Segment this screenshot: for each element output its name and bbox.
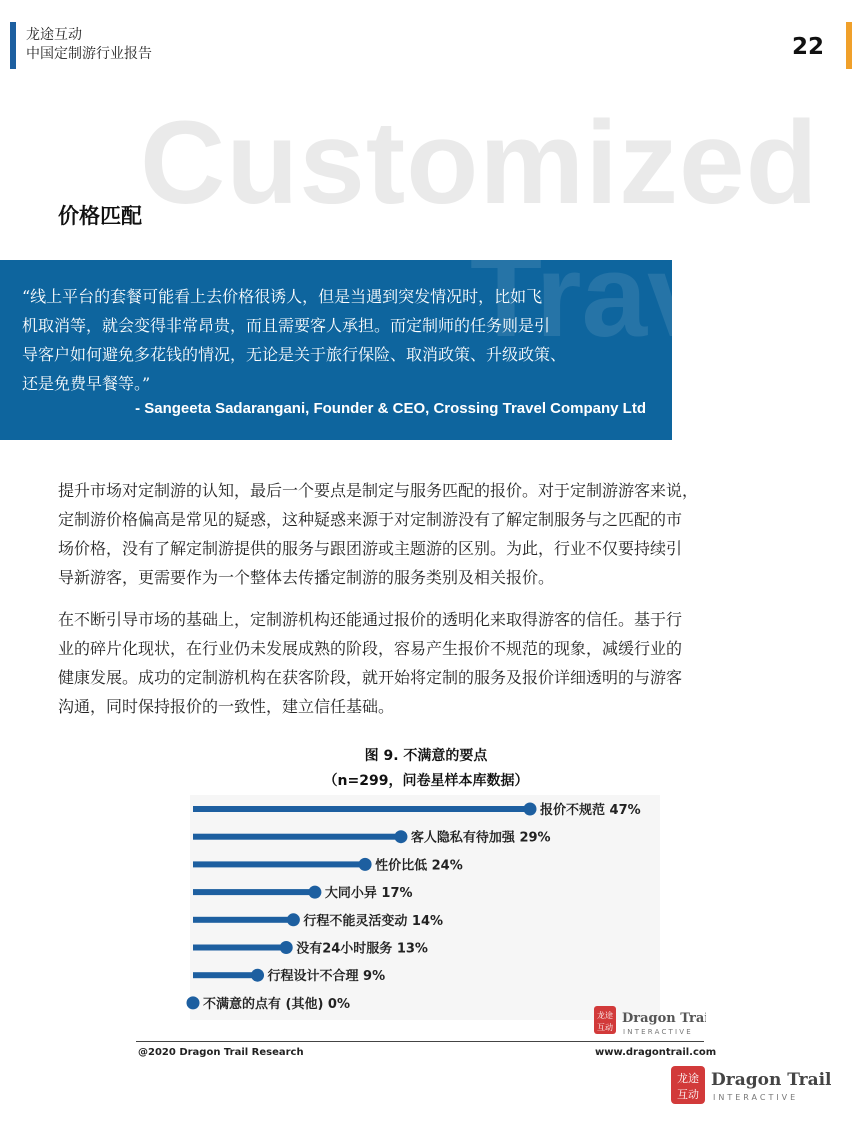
bar-end-dot-4 [287,913,300,926]
logo-tagline: INTERACTIVE [623,1028,693,1036]
paragraph-line: 提升市场对定制游的认知，最后一个要点是制定与服务匹配的报价。对于定制游游客来说， [58,481,699,500]
paragraph-line: 定制游价格偏高是常见的疑惑，这种疑惑来源于对定制游没有了解定制服务与之匹配的市 [58,510,683,529]
bar-end-dot-7 [187,996,200,1009]
bar-end-dot-0 [524,803,537,816]
bar-5 [193,945,286,951]
paragraph-line: 健康发展。成功的定制游机构在获客阶段，就开始将定制的服务及报价详细透明的与游客 [58,668,683,687]
quote-line: 机取消等，就会变得非常昂贵，而且需要客人承担。而定制师的任务则是引 [22,316,551,335]
paragraph-line: 在不断引导市场的基础上，定制游机构还能通过报价的透明化来取得游客的信任。基于行 [58,610,683,629]
page-logo [671,1066,831,1110]
quote-line: 导客户如何避免多花钱的情况，无论是关于旅行保险、取消政策、升级政策、 [22,345,567,364]
logo-glyph-top: 龙途 [677,1072,699,1085]
header-report-title: 中国定制游行业报告 [26,46,152,62]
paragraph-line: 业的碎片化现状，在行业仍未发展成熟的阶段，容易产生报价不规范的现象，减缓行业的 [58,639,683,658]
dragon-trail-logo [671,1066,831,1106]
dragon-trail-logo-small [594,1006,706,1038]
bar-label-6: 行程设计不合理 9% [267,969,386,985]
figure-footer-divider [136,1041,704,1042]
bar-1 [193,834,401,840]
figure-title: 图 9. 不满意的要点 [364,748,488,764]
logo-name: Dragon Trail [622,1011,706,1026]
header-company: 龙途互动 [26,27,82,43]
bar-label-5: 没有24小时服务 13% [296,941,428,957]
quote-line: “线上平台的套餐可能看上去价格很诱人，但是当遇到突发情况时，比如飞 [22,287,543,306]
bar-end-dot-2 [359,858,372,871]
logo-glyph-bottom: 互动 [677,1088,699,1101]
bar-label-7: 不满意的点有 (其他) 0% [203,996,351,1012]
watermark-customized: Customized [140,97,819,229]
bar-4 [193,917,293,923]
logo-glyph-bottom: 互动 [597,1023,613,1032]
bar-end-dot-3 [308,886,321,899]
page-number: 22 [791,34,824,60]
paragraph-line: 沟通，同时保持报价的一致性，建立信任基础。 [58,697,395,716]
bar-end-dot-1 [394,830,407,843]
quote-line: 还是免费早餐等。” [22,374,151,393]
bar-2 [193,861,365,867]
bar-3 [193,889,315,895]
bar-label-3: 大同小异 17% [324,886,413,902]
section-title: 价格匹配 [58,204,142,228]
chart-logo [594,1006,706,1042]
bar-0 [193,806,530,812]
figure-footer-left: @2020 Dragon Trail Research [138,1047,304,1058]
bar-label-0: 报价不规范 47% [540,803,641,818]
bar-6 [193,972,258,978]
figure-subtitle: （n=299，问卷星样本库数据） [323,773,529,789]
paragraph-line: 导新游客，更需要作为一个整体去传播定制游的服务类别及相关报价。 [58,568,555,587]
bar-label-2: 性价比低 24% [375,858,463,874]
paragraph-line: 场价格，没有了解定制游提供的服务与跟团游或主题游的区别。为此，行业不仅要持续引 [58,539,683,558]
logo-glyph-top: 龙途 [597,1011,613,1020]
bar-end-dot-5 [280,941,293,954]
logo-tagline: INTERACTIVE [713,1093,799,1102]
quote-author: - Sangeeta Sadarangani, Founder & CEO, Crossing Travel Company Ltd [135,400,646,417]
bar-end-dot-6 [251,969,264,982]
watermark-travel: Travel [470,230,812,362]
bar-label-1: 客人隐私有待加强 29% [410,830,551,846]
bar-label-4: 行程不能灵活变动 14% [303,913,444,929]
logo-name: Dragon Trail [711,1070,831,1090]
figure-footer-right: www.dragontrail.com [595,1047,717,1058]
